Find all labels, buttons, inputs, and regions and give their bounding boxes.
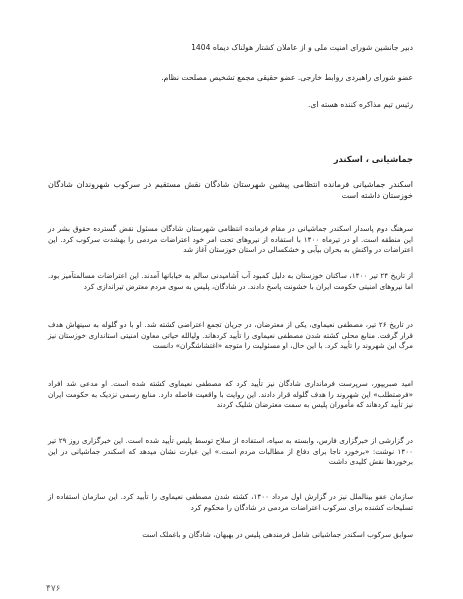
- paragraph-2: از تاریخ ۲۴ تیر ۱۴۰۰، ساکنان خوزستان به دلیل کمبود آب آشامیدنی سالم به خیابانها آمدند. این اعتراضات مسالمتآمیز بود. اما نیروهای امنیتی حکومت ایران با خشونت پاسخ دادند. در شادگان، پلیس به سوی مردم معترض تیراندازی کرد: [48, 271, 413, 291]
- section-title: جماشیانی ، اسکندر: [333, 154, 413, 164]
- paragraph-6: سازمان عفو بینالملل نیز در گزارش اول مرداد ۱۴۰۰، کشته شدن مصطفی نعیماوی را تأیید کرد. این سازمان استفاده از تسلیحات کشنده برای سرکوب اعتراضات مردمی در شادگان را محکوم کرد: [48, 492, 413, 512]
- paragraph-4: امید صبریپور، سرپرست فرمانداری شادگان نیز تأیید کرد که مصطفی نعیماوی کشته شده است. او مدعی شد افراد «فرصتطلب» این شهروند را هدف گلوله قرار دادند. این روایت با واقعیت فاصله دارد. منابع رسمی نزدیک به حکومت ایران نیز تأیید کردهاند که مأموران پلیس به سمت معترضان شلیک کردند: [48, 379, 413, 409]
- page-number: ۴۷۶: [46, 584, 61, 594]
- paragraph-5: در گزارشی از خبرگزاری فارس، وابسته به سپاه، استفاده از سلاح توسط پلیس تأیید شده است. این خبرگزاری روز ۲۹ تیر ۱۴۰۰ نوشت: «برخورد ناجا برای دفاع از مطالبات مردم است.» این عبارت نشان میدهد که اسکندر جماشیانی در این برخوردها نقش کلیدی داشت: [48, 436, 413, 466]
- paragraph-7: سوابق سرکوب اسکندر جماشیانی شامل فرمندهی پلیس در بهبهان، شادگان و باغملک است: [142, 530, 413, 539]
- paragraph-3: در تاریخ ۲۶ تیر، مصطفی نعیماوی، یکی از معترضان، در جریان تجمع اعتراضی کشته شد. او با دو گلوله به سینهاش هدف قرار گرفت. منابع محلی کشته شدن مصطفی نعیماوی را تأیید کردهاند. ولیالله حیاتی معاون امنیتی استانداری خوزستان نیز مرگ این شهروند را تأیید کرد. با این حال، او مسئولیت را متوجه «اغتشاشگران» دانست: [48, 320, 413, 350]
- paragraph-1: سرهنگ دوم پاسدار اسکندر جماشیانی در مقام فرمانده انتظامی شهرستان شادگان مسئول نقض گسترده حقوق بشر در این منطقه است. او در تیرماه ۱۴۰۰ با استفاده از نیروهای تحت امر خود اعتراضات مردمی را بهشدت سرکوب کرد. این اعتراضات در واکنش به بحران بیآبی و خشکسالی در استان خوزستان آغاز شد: [48, 224, 413, 254]
- header-line-3: رئیس تیم مذاکره کننده هسته ای.: [308, 100, 413, 109]
- header-line-1: دبیر جانشین شورای امنیت ملی و از عاملان کشتار هولناک دیماه 1404: [191, 43, 413, 52]
- header-line-2: عضو شورای راهبردی روابط خارجی. عضو حقیقی مجمع تشخیص مصلحت نظام.: [161, 73, 413, 82]
- section-intro: اسکندر جماشیانی فرمانده انتظامی پیشین شهرستان شادگان نقش مستقیم در سرکوب شهروندان شادگان خوزستان داشته است: [48, 180, 413, 200]
